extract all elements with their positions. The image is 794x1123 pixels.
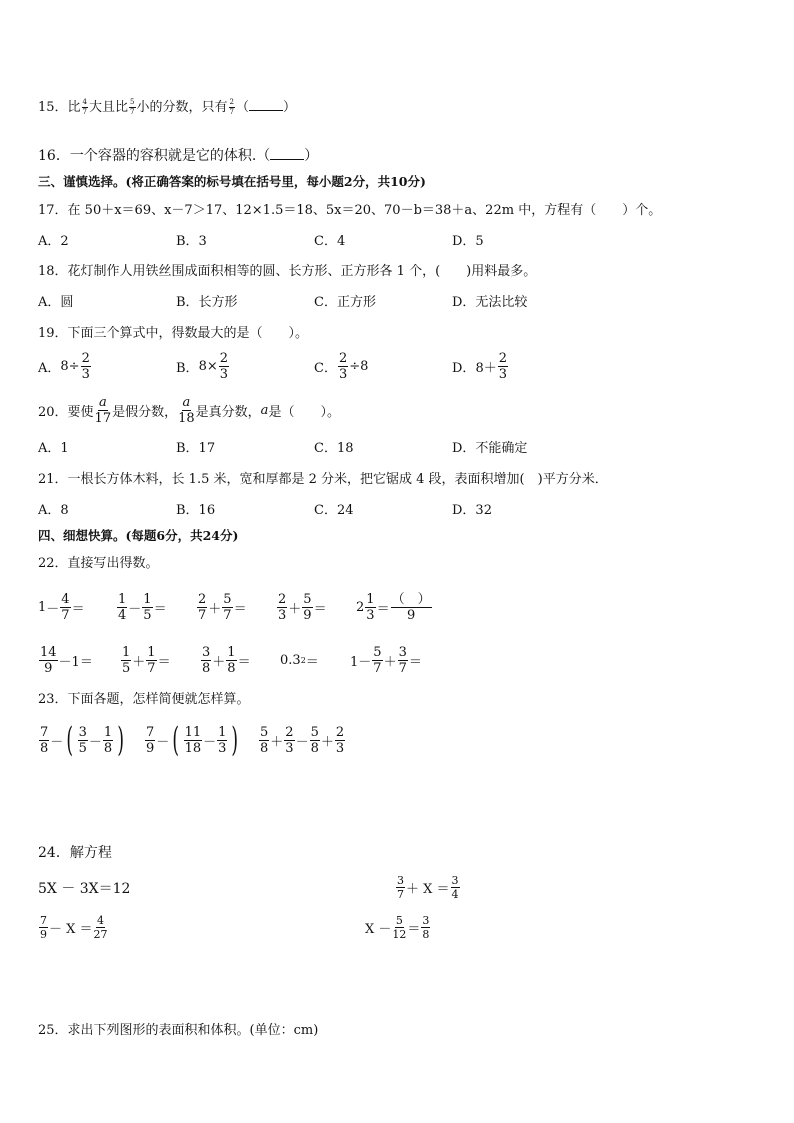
question-19: 19．下面三个算式中，得数最大的是（ ）。 xyxy=(38,326,309,341)
option-a[interactable]: A．2 xyxy=(38,234,69,249)
calc-item: 3 8 ＋ 1 8 ＝ xyxy=(202,644,251,676)
calc-row-2 xyxy=(38,640,758,680)
option-a[interactable]: A． 8÷ $\frac{2}{3}$ xyxy=(38,350,90,382)
option-c[interactable]: C．18 xyxy=(314,441,354,456)
question-18-options xyxy=(38,291,558,313)
question-17: 17．在 50＋x＝69、x－7＞17、12×1.5＝18、5x＝20、70－b＝38＋a、22m 中，方程有（ ）个。 xyxy=(38,203,662,218)
calc-item: 0.3 2 ＝ xyxy=(280,652,319,670)
calc-item: 2 7 ＋ 5 7 ＝ xyxy=(198,591,247,623)
option-d[interactable]: D．32 xyxy=(452,503,492,518)
fraction: $\frac{4}{7}$ xyxy=(82,98,88,116)
question-20: 20．要使 a 17 是假分数， a 18 是真分数， a 是（ ）。 xyxy=(38,394,340,426)
option-b[interactable]: B． 8× $\frac{2}{3}$ xyxy=(176,350,229,382)
simplify-item: 7 9 － ( 11 18 － 1 3 ) xyxy=(146,720,239,760)
fraction: a 17 xyxy=(94,394,112,426)
section-4-heading: 四、细想快算。(每题6分，共24分) xyxy=(38,528,239,543)
question-24-title: 24．解方程 xyxy=(38,845,112,861)
option-b[interactable]: B．长方形 xyxy=(176,295,238,310)
question-19-options xyxy=(38,348,558,384)
fraction: a 18 xyxy=(178,394,195,426)
option-c[interactable]: C． $\frac{2}{3}$ ÷8 xyxy=(314,350,369,382)
option-a[interactable]: A．8 xyxy=(38,503,69,518)
option-d[interactable]: D．无法比较 xyxy=(452,295,528,310)
option-d[interactable]: D． 8＋ 2 3 xyxy=(452,350,507,382)
calc-item: 1 － 4 7 ＝ xyxy=(38,591,85,623)
equation-4: X － 5 12 ＝ 3 8 xyxy=(365,913,430,941)
option-a[interactable]: A．1 xyxy=(38,441,69,456)
question-16: 16．一个容器的容积就是它的体积.（ ） xyxy=(38,148,319,164)
question-17-options xyxy=(38,230,558,252)
question-23-title: 23．下面各题，怎样简便就怎样算。 xyxy=(38,692,250,707)
answer-fraction-blank[interactable]: （ ） 9 xyxy=(391,591,431,623)
option-a[interactable]: A．圆 xyxy=(38,295,74,310)
calc-item: 2 1 3 ＝ （ ） 9 xyxy=(356,591,431,623)
question-22-title: 22．直接写出得数。 xyxy=(38,556,159,571)
option-c[interactable]: C．正方形 xyxy=(314,295,376,310)
question-20-options xyxy=(38,437,558,459)
question-21: 21．一根长方体木料，长 1.5 米，宽和厚都是 2 分米，把它锯成 4 段，表面积增加( )平方分米． xyxy=(38,472,608,487)
question-21-options xyxy=(38,499,558,521)
calc-row-1 xyxy=(38,587,758,627)
option-d[interactable]: D．5 xyxy=(452,234,484,249)
option-b[interactable]: B．17 xyxy=(176,441,216,456)
simplify-row xyxy=(38,720,758,760)
option-c[interactable]: C．4 xyxy=(314,234,346,249)
equation-3: 7 9 － X ＝ 4 27 xyxy=(40,913,108,941)
calc-item: 1 4 － 1 5 ＝ xyxy=(118,591,167,623)
equation-1: 5X － 3X＝12 xyxy=(38,881,131,897)
calc-item: 2 3 ＋ 5 9 ＝ xyxy=(278,591,327,623)
fraction: $\frac{5}{7}$ xyxy=(130,98,135,116)
question-18: 18．花灯制作人用铁丝围成面积相等的圆、长方形、正方形各 1 个，( )用料最多。 xyxy=(38,264,537,279)
simplify-item: 5 8 ＋ 2 3 － 5 8 ＋ 2 3 xyxy=(260,724,345,756)
section-3-heading: 三、谨慎选择。(将正确答案的标号填在括号里，每小题2分，共10分) xyxy=(38,174,426,189)
answer-blank[interactable] xyxy=(270,159,304,160)
simplify-item: 7 8 － ( 3 5 － 1 8 ) xyxy=(40,720,125,760)
calc-item: 1－ 5 7 ＋ 3 7 ＝ xyxy=(350,644,422,676)
option-b[interactable]: B．16 xyxy=(176,503,216,518)
fraction: $\frac{2}{7}$ xyxy=(229,98,234,116)
option-b[interactable]: B．3 xyxy=(176,234,207,249)
option-c[interactable]: C．24 xyxy=(314,503,354,518)
answer-blank[interactable] xyxy=(249,110,283,111)
calc-item: 14 9 －1＝ xyxy=(40,644,93,676)
equation-2: 3 7 ＋ X ＝ 3 4 xyxy=(397,873,459,901)
question-25-title: 25．求出下列图形的表面积和体积。(单位：cm) xyxy=(38,1023,319,1038)
question-15: 15．比 $\frac{4}{7}$ 大且比 $\frac{5}{7}$ 小的分数，只有 $\frac{2}{7}$ （ ） xyxy=(38,98,297,116)
option-d[interactable]: D．不能确定 xyxy=(452,441,528,456)
calc-item: 1 5 ＋ 1 7 ＝ xyxy=(122,644,171,676)
